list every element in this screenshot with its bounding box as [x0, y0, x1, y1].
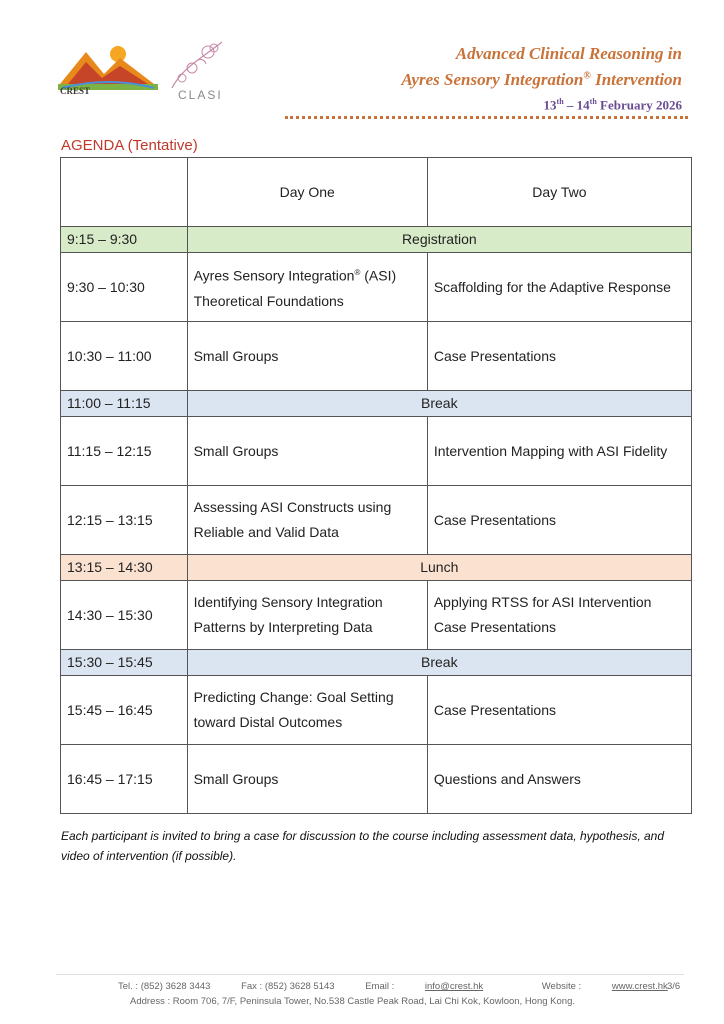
- footer-address: Address : Room 706, 7/F, Peninsula Tower, No.538 Castle Peak Road, Lai Chi Kok, Kowloon, Hong Kong.: [130, 996, 575, 1007]
- course-dates: 13th – 14th February 2026: [543, 97, 682, 113]
- span-cell: Break: [187, 391, 691, 417]
- day-two-cell: Scaffolding for the Adaptive Response: [427, 253, 691, 322]
- table-row: [61, 253, 692, 322]
- table-row: [61, 676, 692, 745]
- course-title-line1: Advanced Clinical Reasoning in: [455, 44, 682, 63]
- table-row: [61, 555, 692, 581]
- agenda-title: AGENDA (Tentative): [61, 137, 198, 154]
- time-cell: 11:15 – 12:15: [61, 417, 188, 486]
- table-row: [61, 745, 692, 814]
- header-divider: [285, 116, 688, 119]
- span-cell: Lunch: [187, 555, 691, 581]
- span-cell: Break: [187, 650, 691, 676]
- day-one-cell: Identifying Sensory Integration Patterns by Interpreting Data: [187, 581, 427, 650]
- table-row: [61, 322, 692, 391]
- agenda-table: [60, 157, 692, 814]
- day-one-cell: Predicting Change: Goal Setting toward Distal Outcomes: [187, 676, 427, 745]
- crest-label: CREST: [60, 86, 91, 96]
- footer-fax: Fax : (852) 3628 5143: [241, 981, 335, 992]
- day-one-cell: Small Groups: [187, 745, 427, 814]
- website-link[interactable]: www.crest.hk: [611, 981, 668, 992]
- footer-email: Email : info@crest.hk: [365, 981, 484, 992]
- header-day-one: Day One: [187, 158, 427, 227]
- course-title-line2: Ayres Sensory Integration® Intervention: [401, 70, 682, 89]
- time-cell: 9:15 – 9:30: [61, 227, 188, 253]
- time-cell: 11:00 – 11:15: [61, 391, 188, 417]
- day-one-cell: Assessing ASI Constructs using Reliable and Valid Data: [187, 486, 427, 555]
- participant-note: Each participant is invited to bring a case for discussion to the course including assessment data, hypothesis, and video of intervention (if possible).: [61, 829, 665, 863]
- table-row: [61, 581, 692, 650]
- day-one-cell: Ayres Sensory Integration® (ASI) Theoretical Foundations: [187, 253, 427, 322]
- table-row: [61, 650, 692, 676]
- table-row: [61, 227, 692, 253]
- header-time-cell: [61, 158, 188, 227]
- footer-website: Website : www.crest.hk: [541, 981, 668, 992]
- time-cell: 13:15 – 14:30: [61, 555, 188, 581]
- table-row: [61, 486, 692, 555]
- day-two-cell: Intervention Mapping with ASI Fidelity: [427, 417, 691, 486]
- email-link[interactable]: info@crest.hk: [424, 981, 484, 992]
- clasi-label: CLASI: [178, 88, 223, 102]
- time-cell: 15:30 – 15:45: [61, 650, 188, 676]
- time-cell: 14:30 – 15:30: [61, 581, 188, 650]
- day-two-cell: Case Presentations: [427, 676, 691, 745]
- day-one-cell: Small Groups: [187, 417, 427, 486]
- day-two-cell: Applying RTSS for ASI Intervention Case Presentations: [427, 581, 691, 650]
- time-cell: 10:30 – 11:00: [61, 322, 188, 391]
- span-cell: Registration: [187, 227, 691, 253]
- footer-tel: Tel. : (852) 3628 3443: [118, 981, 211, 992]
- table-row: [61, 391, 692, 417]
- header-day-two: Day Two: [427, 158, 691, 227]
- day-two-cell: Questions and Answers: [427, 745, 691, 814]
- footer-divider: [56, 974, 684, 975]
- page-number: 3/6: [667, 981, 681, 992]
- day-two-cell: Case Presentations: [427, 486, 691, 555]
- day-one-cell: Small Groups: [187, 322, 427, 391]
- table-header-row: [61, 158, 692, 227]
- time-cell: 16:45 – 17:15: [61, 745, 188, 814]
- table-row: [61, 417, 692, 486]
- footer-contacts: [118, 981, 724, 992]
- time-cell: 9:30 – 10:30: [61, 253, 188, 322]
- time-cell: 15:45 – 16:45: [61, 676, 188, 745]
- time-cell: 12:15 – 13:15: [61, 486, 188, 555]
- day-two-cell: Case Presentations: [427, 322, 691, 391]
